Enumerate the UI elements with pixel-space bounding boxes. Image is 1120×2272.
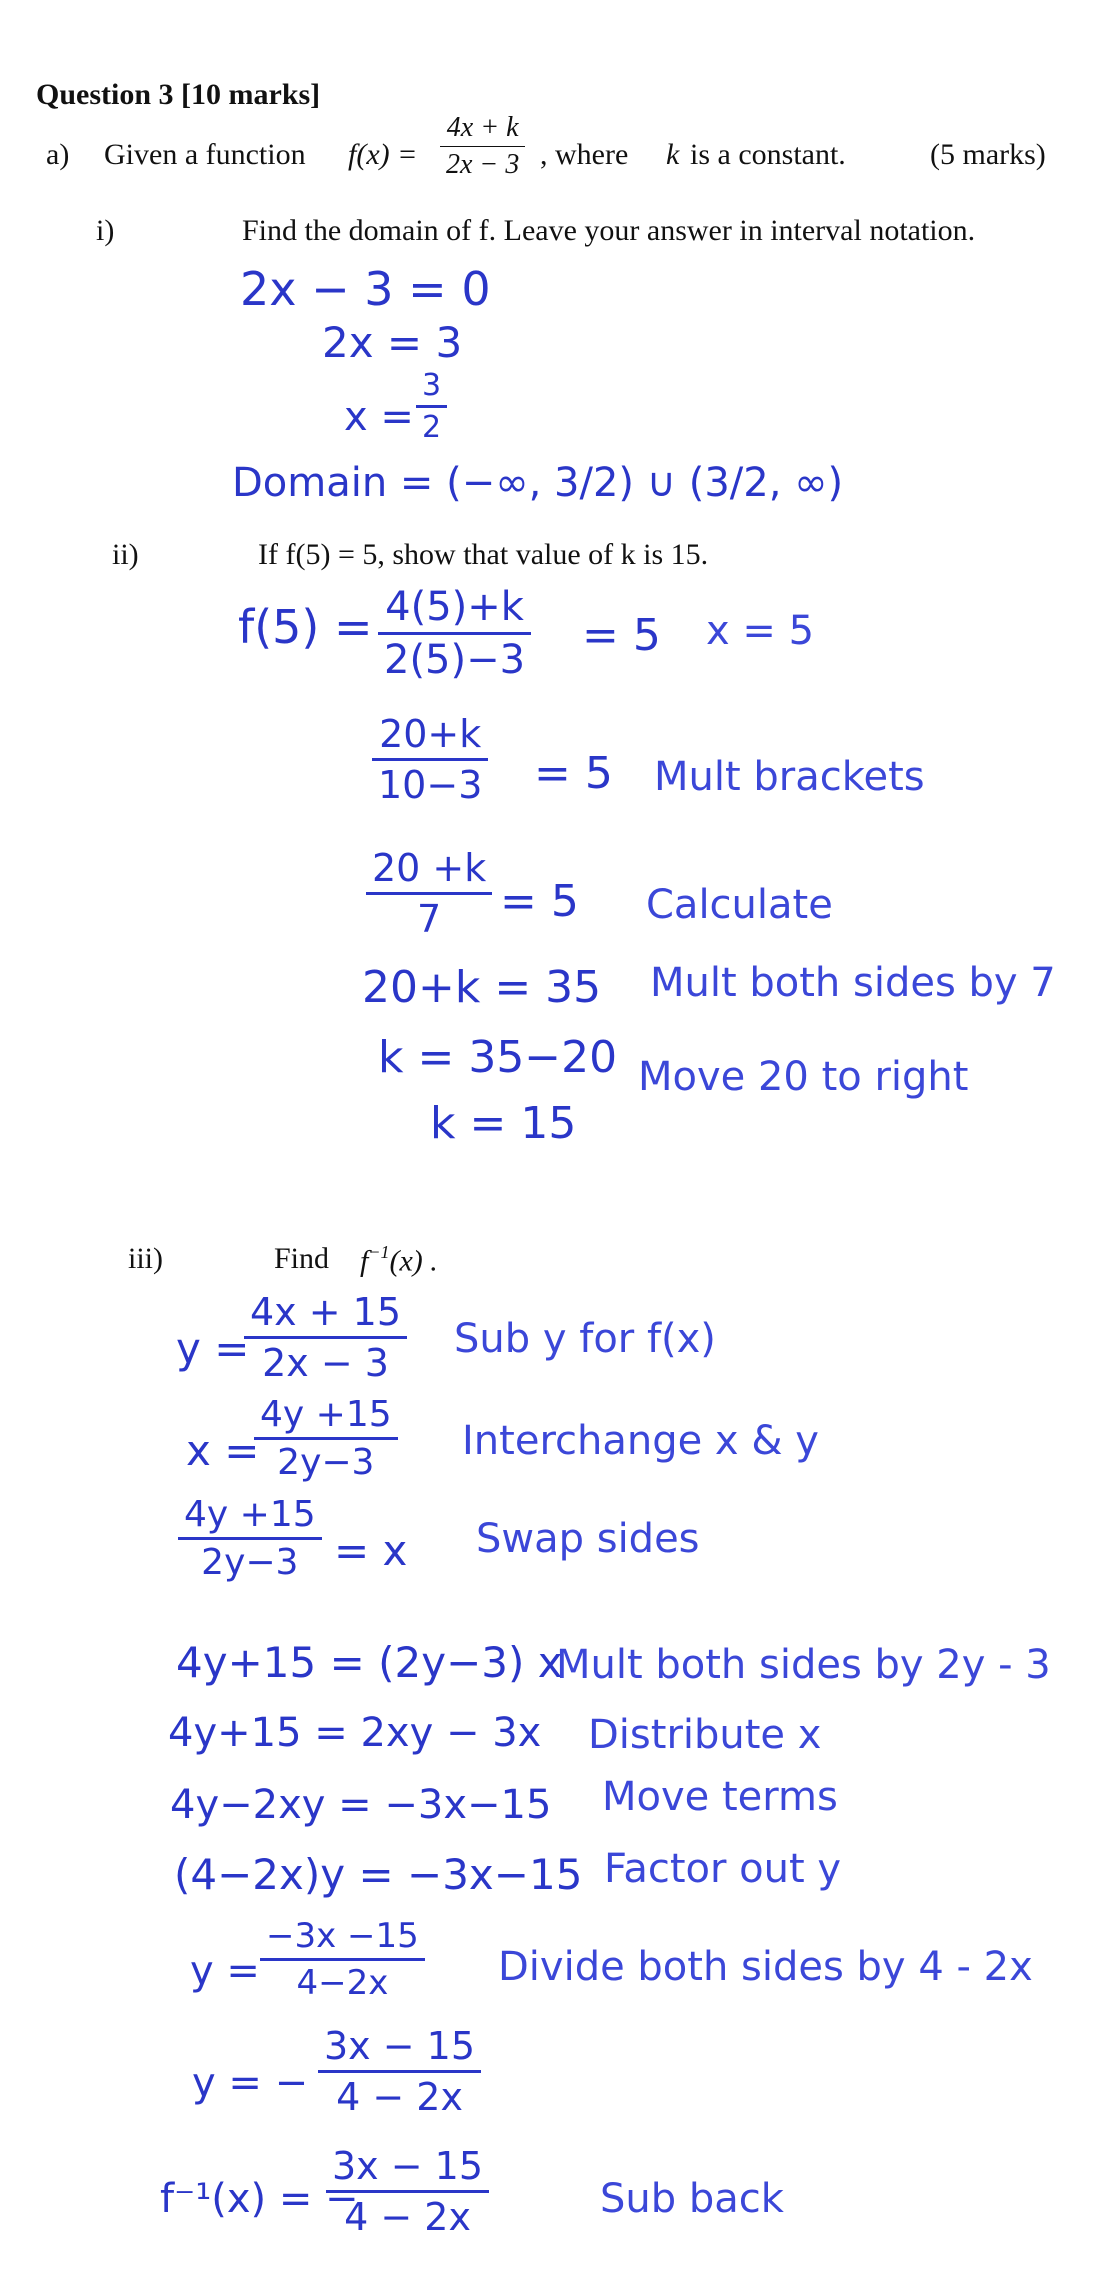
- step6: k = 15: [430, 1098, 577, 1149]
- step4: 20+k = 35: [362, 962, 602, 1013]
- function-numerator: 4x + k: [440, 112, 525, 147]
- iii-e9-fraction: [318, 2024, 481, 2119]
- step2-note: Mult brackets: [654, 754, 925, 800]
- iii-e3-note: Swap sides: [476, 1516, 700, 1562]
- part-a-text: Given a function: [104, 138, 306, 171]
- step2-den: 10−3: [378, 763, 483, 807]
- sub-ii-label: ii): [112, 538, 139, 571]
- step5: k = 35−20: [378, 1032, 618, 1083]
- step2-fraction: [372, 712, 488, 807]
- domain-step-2: 2x = 3: [322, 318, 463, 367]
- part-a-text-constant: is a constant.: [690, 138, 846, 171]
- iii-e4: 4y+15 = (2y−3) x: [176, 1638, 563, 1687]
- step4-note: Mult both sides by 7: [650, 960, 1056, 1006]
- iii-e1-num: 4x + 15: [244, 1290, 407, 1339]
- sub-i-text: Find the domain of f. Leave your answer in interval notation.: [242, 214, 976, 247]
- iii-e2-num: 4y +15: [254, 1394, 398, 1440]
- iii-e2-fraction: [254, 1394, 398, 1483]
- domain-step-3-num: 3: [416, 368, 447, 408]
- f5-lhs: f(5) =: [238, 600, 373, 654]
- iii-e1-den: 2x − 3: [262, 1341, 389, 1385]
- f5-num: 4(5)+k: [378, 584, 531, 635]
- iii-e3-rhs: = x: [334, 1526, 408, 1575]
- inverse-f: f: [360, 1244, 369, 1278]
- iii-e10-lhs: f⁻¹(x) = −: [160, 2176, 359, 2222]
- iii-e7: (4−2x)y = −3x−15: [174, 1850, 583, 1899]
- sub-iii-func: [360, 1242, 438, 1279]
- sub-iii-text: Find: [274, 1242, 330, 1275]
- step5-note: Move 20 to right: [638, 1054, 969, 1100]
- iii-e6: 4y−2xy = −3x−15: [170, 1782, 552, 1828]
- part-a-text-where: , where: [540, 138, 629, 171]
- step3-fraction: [366, 846, 492, 941]
- iii-e10-fraction: [326, 2144, 489, 2239]
- iii-e8-lhs: y =: [190, 1948, 260, 1994]
- function-lhs: f(x) =: [348, 138, 418, 171]
- domain-step-3-fraction: [416, 368, 447, 445]
- iii-e9-num: 3x − 15: [318, 2024, 481, 2073]
- step2-rhs: = 5: [534, 748, 613, 799]
- domain-step-1: 2x − 3 = 0: [240, 262, 491, 316]
- iii-e10-num: 3x − 15: [326, 2144, 489, 2193]
- f5-fraction: [378, 584, 531, 683]
- step3-num: 20 +k: [366, 846, 492, 895]
- iii-e3-fraction: [178, 1494, 322, 1583]
- step3-note: Calculate: [646, 882, 833, 928]
- function-fraction: [440, 112, 525, 181]
- f5-note: x = 5: [706, 608, 815, 654]
- sub-iii-label: iii): [128, 1242, 163, 1275]
- iii-e1-fraction: [244, 1290, 407, 1385]
- inverse-arg: (x) .: [389, 1244, 438, 1278]
- marks: (5 marks): [930, 138, 1046, 171]
- iii-e9-lhs: y = −: [192, 2060, 309, 2106]
- step2-num: 20+k: [372, 712, 488, 761]
- iii-e2-note: Interchange x & y: [462, 1418, 819, 1464]
- iii-e9-den: 4 − 2x: [336, 2075, 463, 2119]
- step3-rhs: = 5: [500, 876, 579, 927]
- iii-e6-note: Move terms: [602, 1774, 838, 1820]
- iii-e4-note: Mult both sides by 2y - 3: [556, 1642, 1051, 1688]
- iii-e8-note: Divide both sides by 4 - 2x: [498, 1944, 1033, 1990]
- iii-e2-den: 2y−3: [277, 1442, 375, 1483]
- function-denominator: 2x − 3: [446, 149, 520, 180]
- iii-e2-lhs: x =: [186, 1426, 260, 1475]
- iii-e8-den: 4−2x: [296, 1963, 389, 2003]
- f5-den: 2(5)−3: [384, 637, 526, 683]
- sub-ii-text: If f(5) = 5, show that value of k is 15.: [258, 538, 709, 571]
- sub-i-label: i): [96, 214, 115, 247]
- inverse-sup: −1: [368, 1242, 390, 1262]
- part-a-label: a): [46, 138, 70, 171]
- domain-step-3-den: 2: [422, 410, 442, 445]
- f5-rhs: = 5: [582, 610, 661, 661]
- iii-e3-den: 2y−3: [201, 1542, 299, 1583]
- iii-e1-note: Sub y for f(x): [454, 1316, 716, 1362]
- iii-e10-note: Sub back: [600, 2176, 784, 2222]
- step3-den: 7: [417, 897, 442, 941]
- iii-e7-note: Factor out y: [604, 1846, 842, 1892]
- question-title: Question 3 [10 marks]: [36, 78, 321, 111]
- k-variable: k: [666, 138, 680, 171]
- iii-e8-fraction: [260, 1916, 425, 2003]
- iii-e1-lhs: y =: [176, 1324, 250, 1373]
- domain-answer: Domain = (−∞, 3/2) ∪ (3/2, ∞): [232, 460, 844, 506]
- iii-e5-note: Distribute x: [588, 1712, 822, 1758]
- iii-e3-num: 4y +15: [178, 1494, 322, 1540]
- iii-e5: 4y+15 = 2xy − 3x: [168, 1710, 542, 1756]
- iii-e8-num: −3x −15: [260, 1916, 425, 1961]
- iii-e10-den: 4 − 2x: [344, 2195, 471, 2239]
- domain-step-3-lhs: x =: [344, 394, 414, 440]
